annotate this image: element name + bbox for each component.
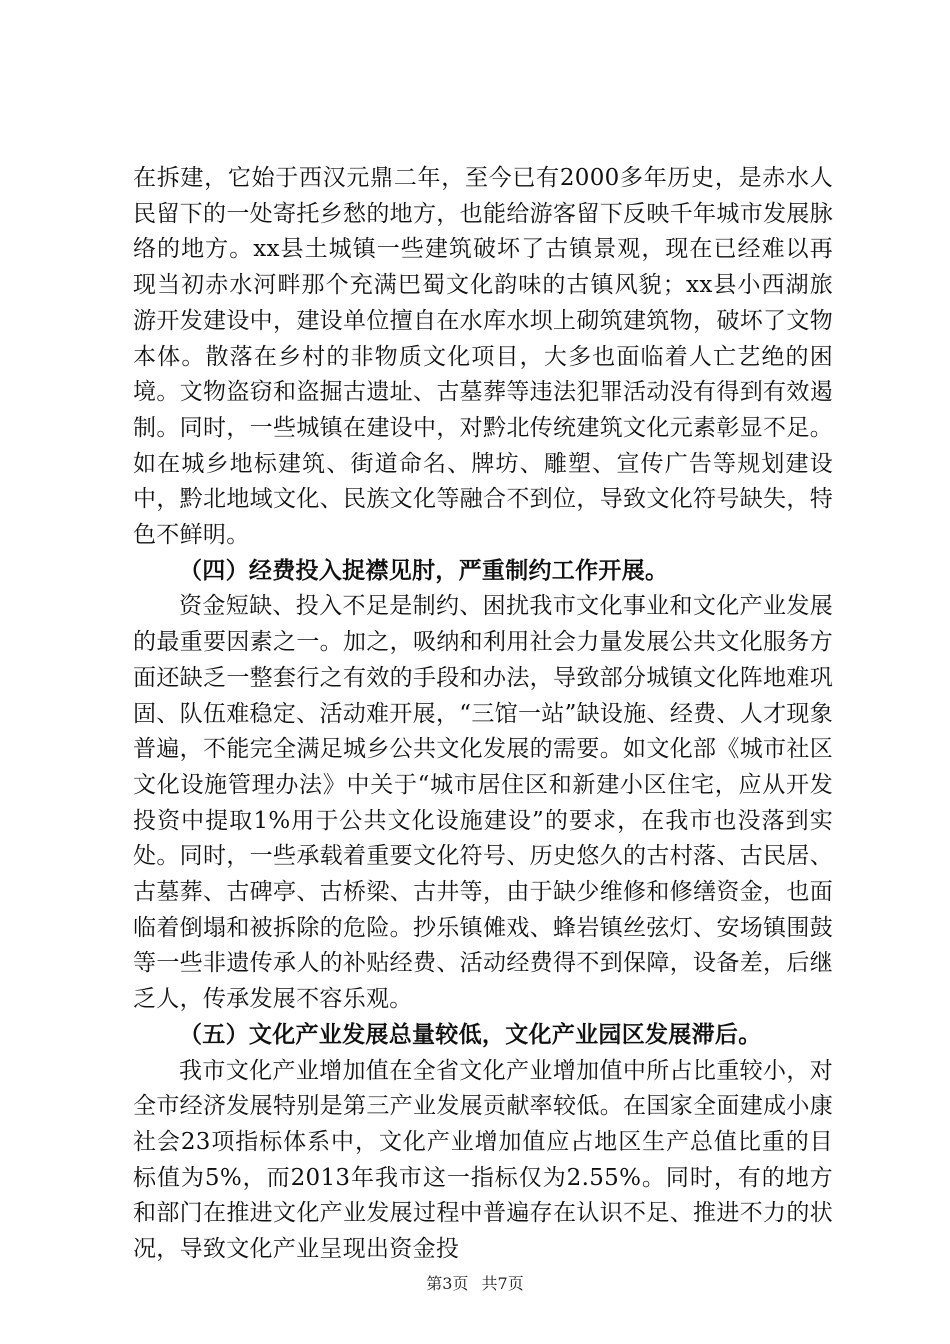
document-body xyxy=(133,161,833,1268)
paragraph-funding: 资金短缺、投入不足是制约、困扰我市文化事业和文化产业发展的最重要因素之一。加之，吸纳和利用社会力量发展公共文化服务方面还缺乏一整套行之有效的手段和办法，导致部分城镇文化阵地难巩固、队伍难稳定、活动难开展，“三馆一站”缺设施、经费、人才现象普遍，不能完全满足城乡公共文化发展的需要。如文化部《城市社区文化设施管理办法》中关于“城市居住区和新建小区住宅，应从开发投资中提取1%用于公共文化设施建设”的要求，在我市也没落到实处。同时，一些承载着重要文化符号、历史悠久的古村落、古民居、古墓葬、古碑亭、古桥梁、古井等，由于缺少维修和修缮资金，也面临着倒塌和被拆除的危险。抄乐镇傩戏、蜂岩镇丝弦灯、安场镇围鼓等一些非遗传承人的补贴经费、活动经费得不到保障，设备差，后继乏人，传承发展不容乐观。 xyxy=(133,593,833,1013)
paragraph-industry: 我市文化产业增加值在全省文化产业增加值中所占比重较小，对全市经济发展特别是第三产业发展贡献率较低。在国家全面建成小康社会23项指标体系中，文化产业增加值应占地区生产总值比重的目标值为5%，而2013年我市这一指标仅为2.55%。同时，有的地方和部门在推进文化产业发展过程中普遍存在认识不足、推进不力的状况，导致文化产业呈现出资金投 xyxy=(133,1057,833,1263)
page-number: 第3页 xyxy=(426,1274,469,1293)
paragraph-continuation: 在拆建，它始于西汉元鼎二年，至今已有2000多年历史，是赤水人民留下的一处寄托乡愁的地方，也能给游客留下反映千年城市发展脉络的地方。xx县土城镇一些建筑破坏了古镇景观，现在已经难以再现当初赤水河畔那个充满巴蜀文化韵味的古镇风貌；xx县小西湖旅游开发建设中，建设单位擅自在水库水坝上砌筑建筑物，破坏了文物本体。散落在乡村的非物质文化项目，大多也面临着人亡艺绝的困境。文物盗窃和盗掘古遗址、古墓葬等违法犯罪活动没有得到有效遏制。同时，一些城镇在建设中，对黔北传统建筑文化元素彰显不足。如在城乡地标建筑、街道命名、牌坊、雕塑、宣传广告等规划建设中，黔北地域文化、民族文化等融合不到位，导致文化符号缺失，特色不鲜明。 xyxy=(133,165,833,549)
page-footer xyxy=(0,1271,950,1294)
section-heading-5: （五）文化产业发展总量较低，文化产业园区发展滞后。 xyxy=(179,1021,762,1048)
section-heading-4: （四）经费投入捉襟见肘，严重制约工作开展。 xyxy=(179,557,669,584)
page-total: 共7页 xyxy=(481,1274,524,1293)
